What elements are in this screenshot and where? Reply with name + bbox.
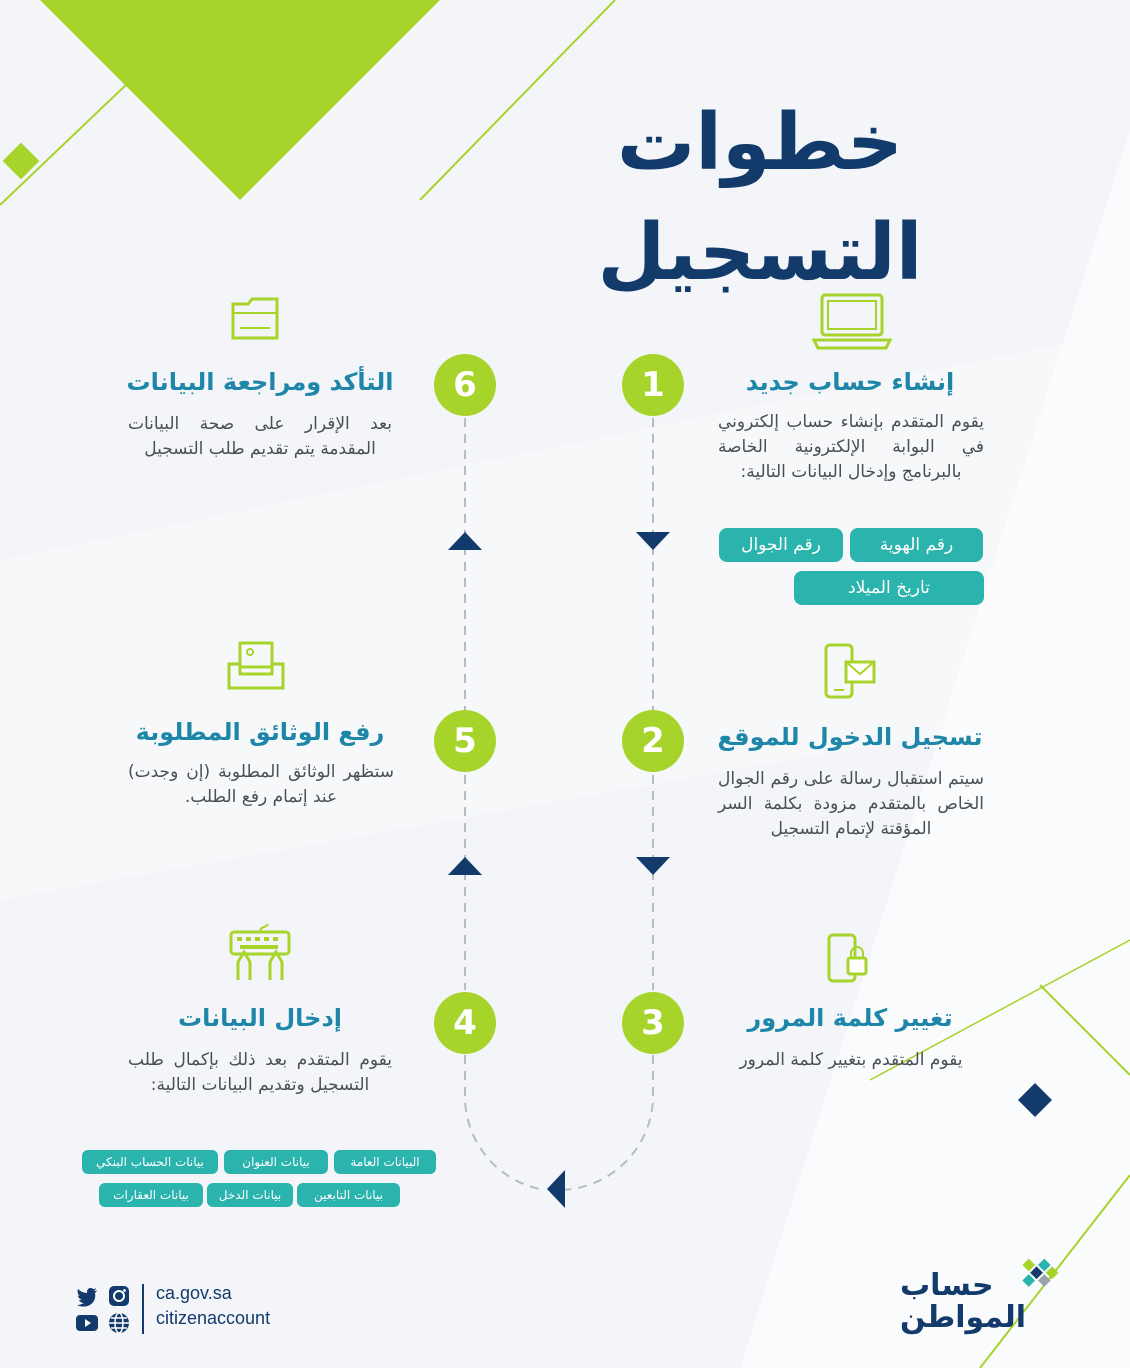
- document-tray-icon: [226, 640, 286, 692]
- footer-website[interactable]: ca.gov.sa: [156, 1283, 232, 1303]
- step-3-description: يقوم المتقدم بتغيير كلمة المرور: [739, 1050, 963, 1070]
- step-1-description: يقوم المتقدم بإنشاء حساب إلكتروني في البوابة الإلكترونية الخاصة بالبرنامج وإدخال البيانات التالية:: [718, 412, 984, 482]
- step-1-tag: رقم الجوال: [719, 528, 843, 562]
- page-title: خطوات التسجيل: [597, 98, 923, 298]
- instagram-icon[interactable]: [108, 1285, 130, 1307]
- step-4-tag: بيانات التابعين: [297, 1183, 400, 1207]
- step-1-number: 1: [622, 354, 684, 416]
- phone-lock-icon: [826, 932, 870, 984]
- step-5-title: رفع الوثائق المطلوبة: [135, 718, 385, 746]
- step-6-title: التأكد ومراجعة البيانات: [126, 368, 394, 396]
- step-4-tag: بيانات العنوان: [224, 1150, 328, 1174]
- logo-mark: [1008, 1252, 1058, 1302]
- logo-line-1: حساب: [900, 1268, 994, 1303]
- lime-triangle: [40, 0, 440, 200]
- step-5-number: 5: [434, 710, 496, 772]
- step-6-number: 6: [434, 354, 496, 416]
- step-4-title: إدخال البيانات: [177, 1004, 342, 1032]
- keyboard-typing-icon: [228, 922, 292, 982]
- step-4-number: 4: [434, 992, 496, 1054]
- step-3-number: 3: [622, 992, 684, 1054]
- arrow-left: [547, 1170, 565, 1208]
- step-2-title: تسجيل الدخول للموقع: [717, 723, 983, 751]
- globe-icon[interactable]: [108, 1312, 130, 1334]
- footer-handle[interactable]: citizenaccount: [156, 1308, 271, 1328]
- step-5-description: ستظهر الوثائق المطلوبة (إن وجدت) عند إتمام رفع الطلب.: [128, 762, 394, 807]
- laptop-icon: [812, 292, 892, 352]
- arrow-down: [636, 857, 670, 875]
- step-3-title: تغيير كلمة المرور: [747, 1004, 953, 1032]
- phone-message-icon: [822, 642, 878, 700]
- step-1-tag: تاريخ الميلاد: [794, 571, 984, 605]
- logo-line-2: المواطن: [900, 1300, 1027, 1335]
- step-4-tag: البيانات العامة: [334, 1150, 436, 1174]
- step-4-description: يقوم المتقدم بعد ذلك بإكمال طلب التسجيل وتقديم البيانات التالية:: [128, 1050, 392, 1095]
- step-1-title: إنشاء حساب جديد: [745, 368, 955, 396]
- step-6-description: بعد الإقرار على صحة البيانات المقدمة يتم تقديم طلب التسجيل: [128, 414, 392, 459]
- footer-divider: [142, 1284, 144, 1334]
- step-2-description: سيتم استقبال رسالة على رقم الجوال الخاص بالمتقدم مزودة بكلمة السر المؤقتة لإتمام التسجيل: [718, 769, 984, 839]
- youtube-icon[interactable]: [76, 1312, 98, 1334]
- arrow-up: [448, 857, 482, 875]
- step-2-number: 2: [622, 710, 684, 772]
- step-1-tag: رقم الهوية: [850, 528, 983, 562]
- step-4-tag: بيانات الحساب البنكي: [82, 1150, 218, 1174]
- step-4-tag: بيانات العقارات: [99, 1183, 203, 1207]
- folder-icon: [230, 296, 280, 342]
- step-4-tag: بيانات الدخل: [207, 1183, 293, 1207]
- twitter-icon[interactable]: [76, 1285, 98, 1307]
